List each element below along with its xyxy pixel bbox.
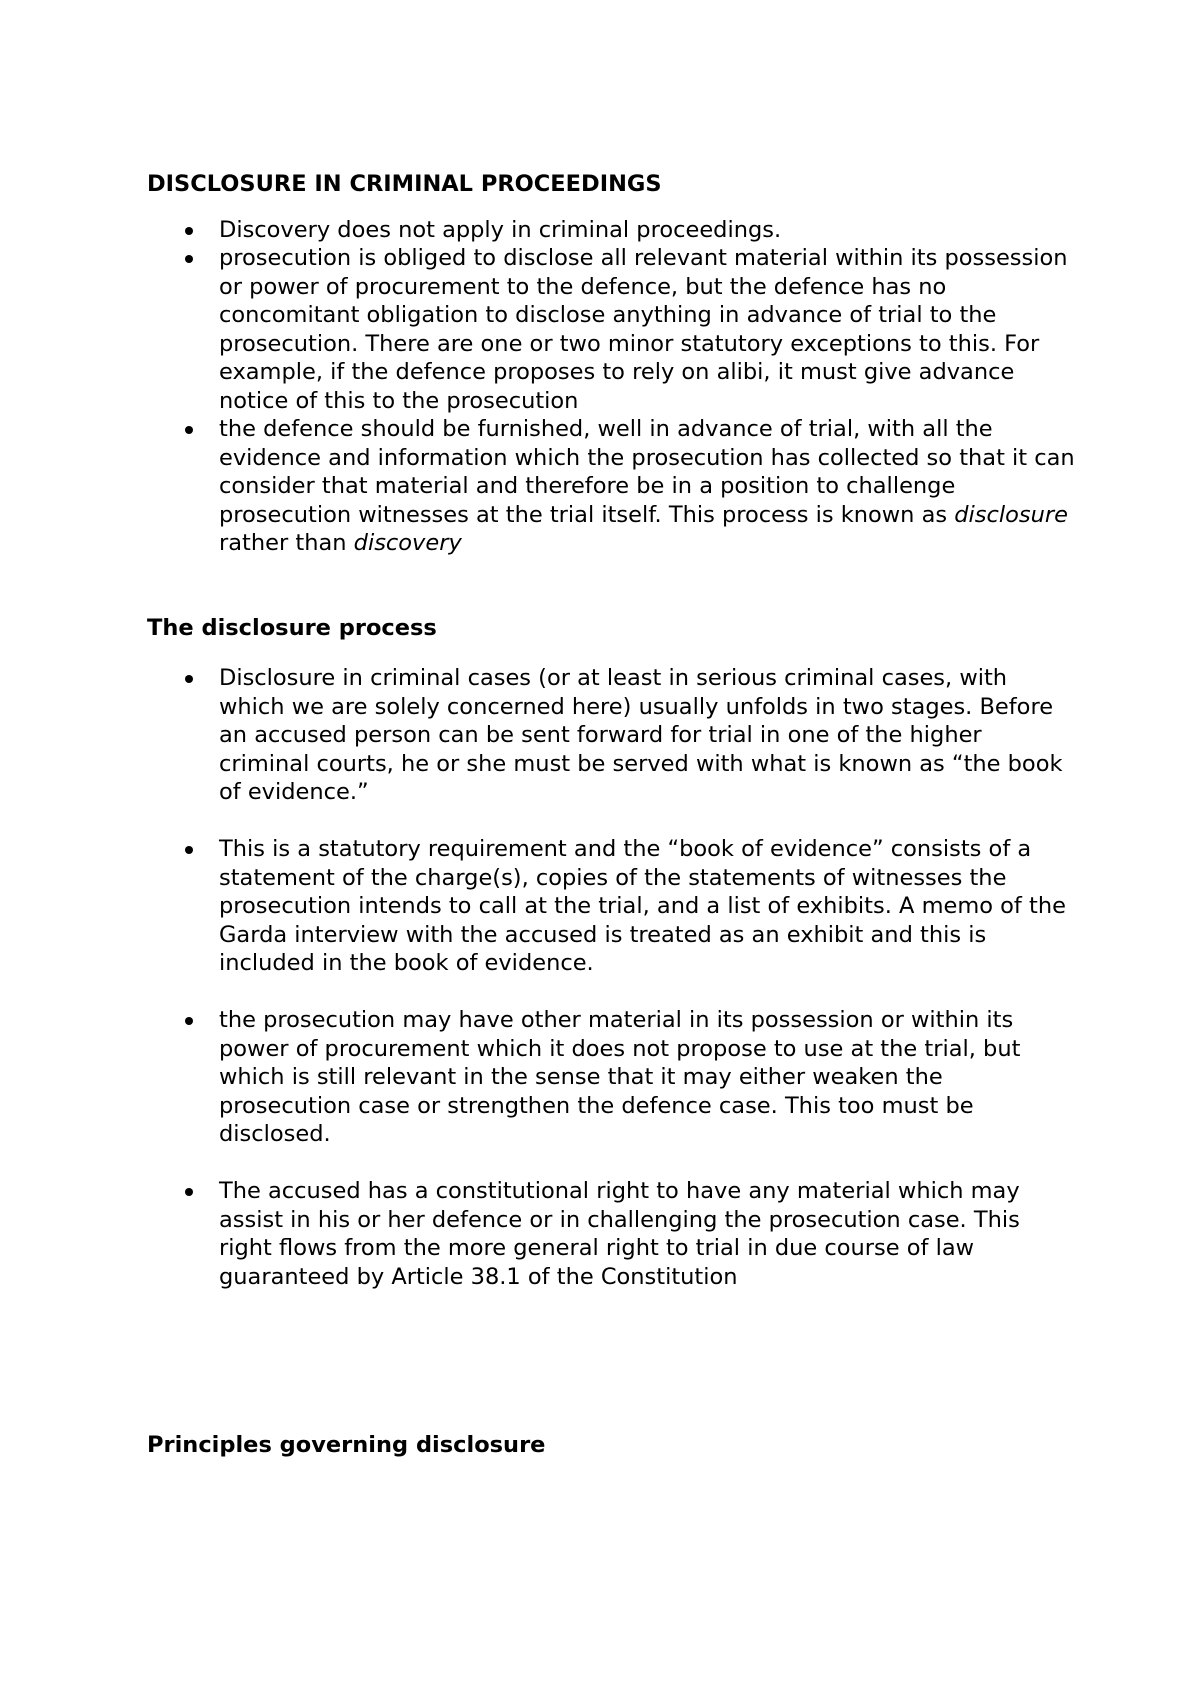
italic-term-disclosure: disclosure <box>954 501 1068 528</box>
section-heading-the-disclosure-process: The disclosure process <box>147 614 437 641</box>
list-item-text: the defence should be furnished, well in advance of trial, with all the evidence and information which the prosecution has collected so that it can consider that material and therefore be in a position to challenge prosecution witnesses at the trial itself. This process is known as <box>219 416 1075 528</box>
document-page <box>147 170 1077 1460</box>
list-item: Disclosure in criminal cases (or at least in serious criminal cases, with which we are solely concerned here) usually unfolds in two stages. Before an accused person can be sent forward for trial in one of the higher criminal courts, he or she must be served with what is known as “the book of evidence.” <box>147 664 1077 807</box>
bullet-list <box>147 664 1077 1291</box>
italic-term-discovery: discovery <box>353 530 462 556</box>
section-heading-principles-governing-disclosure: Principles governing disclosure <box>147 1432 546 1458</box>
list-item: Discovery does not apply in criminal proceedings. <box>147 216 1077 245</box>
list-item: prosecution is obliged to disclose all relevant material within its possession or power of procurement to the defence, but the defence has no concomitant obligation to disclose anything in advance of trial to the prosecution. There are one or two minor statutory exceptions to this. For example, if the defence proposes to rely on alibi, it must give advance notice of this to the prosecution <box>147 244 1077 415</box>
list-item: This is a statutory requirement and the “book of evidence” consists of a statement of the charge(s), copies of the statements of witnesses the prosecution intends to call at the trial, and a list of exhibits. A memo of the Garda interview with the accused is treated as an exhibit and this is included in the book of evidence. <box>147 835 1077 978</box>
list-item: The accused has a constitutional right to have any material which may assist in his or her defence or in challenging the prosecution case. This right flows from the more general right to trial in due course of law guaranteed by Article 38.1 of the Constitution <box>147 1177 1077 1291</box>
list-item <box>147 415 1077 558</box>
bullet-list <box>147 216 1077 558</box>
section-heading-disclosure-in-criminal-proceedings: DISCLOSURE IN CRIMINAL PROCEEDINGS <box>147 171 662 197</box>
list-item: the prosecution may have other material in its possession or within its power of procurement which it does not propose to use at the trial, but which is still relevant in the sense that it may either weaken the prosecution case or strengthen the defence case. This too must be disclosed. <box>147 1006 1077 1149</box>
list-item-text: rather than <box>219 530 354 556</box>
